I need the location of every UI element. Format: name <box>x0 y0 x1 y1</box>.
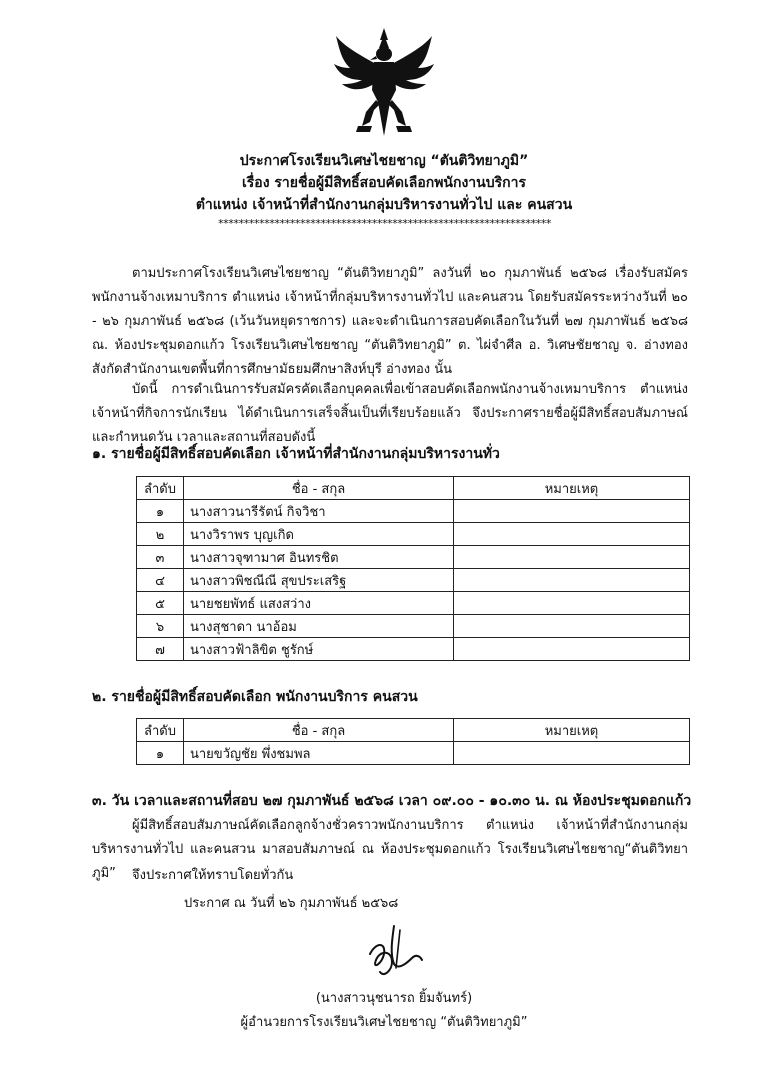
table-row <box>137 615 690 638</box>
signer-name: (นางสาวนุชนารถ ยิ้มจันทร์) <box>315 991 473 1006</box>
exam-paragraph: ผู้มีสิทธิ์สอบสัมภาษณ์คัดเลือกลูกจ้างชั่วคราวพนักงานบริการ ตำแหน่ง เจ้าหน้าที่สำนักงานกลุ่มบริหารงานทั่วไป และคนสวน มาสอบสัมภาษณ์ ณ ห้องประชุมดอกแก้ว โรงเรียนวิเศษไชยชาญ“ตันติวิทยาภูมิ” <box>92 818 688 881</box>
row-note <box>454 569 690 592</box>
candidate-table-admin <box>136 476 690 661</box>
announcement-date: ประกาศ ณ วันที่ ๒๖ กุมภาพันธ์ ๒๕๖๘ <box>184 896 399 911</box>
row-no: ๖ <box>137 615 184 638</box>
table-row <box>137 523 690 546</box>
col-header-note: หมายเหตุ <box>454 477 690 500</box>
row-name: นางวิราพร บุญเกิด <box>184 523 454 546</box>
row-name: นางสุชาดา นาอ้อม <box>184 615 454 638</box>
status-paragraph: บัดนี้ การดำเนินการรับสมัครคัดเลือกบุคคลเพื่อเข้าสอบคัดเลือกพนักงานจ้างเหมาบริการ ตำแหน่ง เจ้าหน้าที่กิจการนักเรียน ได้ดำเนินการเสร็จสิ้นเป็นที่เรียบร้อยแล้ว จึงประกาศรายชื่อผู้มีสิทธิ์สอบสัมภาษณ์และกำหนดวัน เวลาและสถานที่สอบดังนี้ <box>92 382 688 445</box>
table-row <box>137 638 690 661</box>
garuda-emblem-icon <box>332 26 436 138</box>
row-note <box>454 523 690 546</box>
section3-title: ๓. วัน เวลาและสถานที่สอบ ๒๗ กุมภาพันธ์ ๒๕๖๘ เวลา ๐๙.๐๐ - ๑๐.๓๐ น. ณ ห้องประชุมดอกแก้ว <box>92 793 692 809</box>
col-header-no: ลำดับ <box>137 477 184 500</box>
col-header-no: ลำดับ <box>137 719 184 742</box>
table-row <box>137 500 690 523</box>
row-no: ๑ <box>137 500 184 523</box>
table-row <box>137 569 690 592</box>
announcement-title: ประกาศโรงเรียนวิเศษไชยชาญ “ตันติวิทยาภูมิ” <box>239 153 529 169</box>
closing-notice: จึงประกาศให้ทราบโดยทั่วกัน <box>132 868 294 883</box>
row-no: ๑ <box>137 742 184 765</box>
table-row <box>137 546 690 569</box>
row-no: ๓ <box>137 546 184 569</box>
row-name: นายชยพัทธ์ แสงสว่าง <box>184 592 454 615</box>
table-row <box>137 592 690 615</box>
row-name: นางสาวนารีรัตน์ กิจวิชา <box>184 500 454 523</box>
row-name: นางสาวฟ้าลิขิต ชูรักษ์ <box>184 638 454 661</box>
row-no: ๒ <box>137 523 184 546</box>
row-name: นางสาวจุฑามาศ อินทรชิต <box>184 546 454 569</box>
row-note <box>454 500 690 523</box>
row-name: นางสาวพิชณีณี สุขประเสริฐ <box>184 569 454 592</box>
row-note <box>454 615 690 638</box>
row-no: ๗ <box>137 638 184 661</box>
separator-line: ***************************************************************** <box>217 217 551 230</box>
col-header-name: ชื่อ - สกุล <box>184 477 454 500</box>
row-note <box>454 638 690 661</box>
candidate-table-gardener <box>136 718 690 765</box>
row-no: ๔ <box>137 569 184 592</box>
row-note <box>454 592 690 615</box>
row-name: นายขวัญชัย พึ่งชมพล <box>184 742 454 765</box>
signature-icon <box>356 920 426 986</box>
row-note <box>454 546 690 569</box>
intro-paragraph: ตามประกาศโรงเรียนวิเศษไชยชาญ “ตันติวิทยาภูมิ” ลงวันที่ ๒๐ กุมภาพันธ์ ๒๕๖๘ เรื่องรับสมัครพนักงานจ้างเหมาบริการ ตำแหน่ง เจ้าหน้าที่กลุ่มบริหารงานทั่วไป และคนสวน โดยรับสมัครระหว่างวันที่ ๒๐ - ๒๖ กุมภาพันธ์ ๒๕๖๘ (เว้นวันหยุดราชการ) และจะดำเนินการสอบคัดเลือกในวันที่ ๒๗ กุมภาพันธ์ ๒๕๖๘ ณ. ห้องประชุมดอกแก้ว โรงเรียนวิเศษไชยชาญ “ตันติวิทยาภูมิ” ต. ไผ่จำศีล อ. วิเศษชัยชาญ จ. อ่างทอง สังกัดสำนักงานเขตพื้นที่การศึกษามัธยมศึกษาสิงห์บุรี อ่างทอง นั้น <box>92 266 688 377</box>
announcement-subject: เรื่อง รายชื่อผู้มีสิทธิ์สอบคัดเลือกพนักงานบริการ <box>241 175 527 191</box>
announcement-position: ตำแหน่ง เจ้าหน้าที่สำนักงานกลุ่มบริหารงานทั่วไป และ คนสวน <box>195 197 573 213</box>
row-note <box>454 742 690 765</box>
signer-title: ผู้อำนวยการโรงเรียนวิเศษไชยชาญ “ตันติวิทยาภูมิ” <box>240 1015 528 1030</box>
table-header-row <box>137 477 690 500</box>
col-header-note: หมายเหตุ <box>454 719 690 742</box>
section2-title: ๒. รายชื่อผู้มีสิทธิ์สอบคัดเลือก พนักงานบริการ คนสวน <box>92 689 418 705</box>
section1-title: ๑. รายชื่อผู้มีสิทธิ์สอบคัดเลือก เจ้าหน้าที่สำนักงานกลุ่มบริหารงานทั่ว <box>92 446 500 462</box>
table-header-row <box>137 719 690 742</box>
row-no: ๕ <box>137 592 184 615</box>
table-row <box>137 742 690 765</box>
col-header-name: ชื่อ - สกุล <box>184 719 454 742</box>
